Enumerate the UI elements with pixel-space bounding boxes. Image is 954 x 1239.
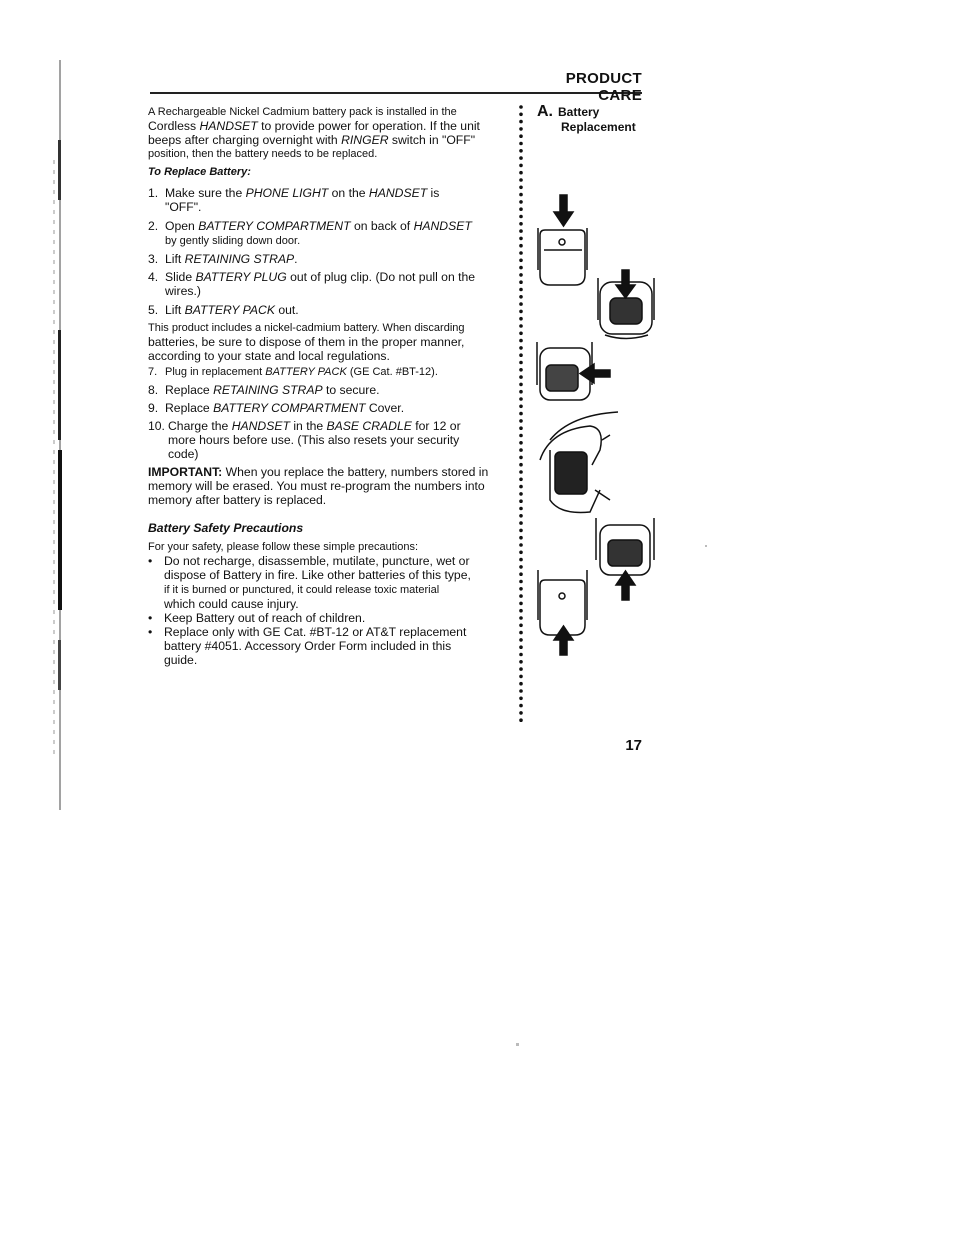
divider-dot [519,492,523,496]
safety-bullet-3: • Replace only with GE Cat. #BT-12 or AT&T replacement battery #4051. Accessory Order Form included in this guide. [148,625,467,667]
step-8: 8. Replace RETAINING STRAP to secure. [148,383,380,397]
divider-dot [519,339,523,343]
divider-dot [519,273,523,277]
divider-dot [519,368,523,372]
divider-dot [519,229,523,233]
intro-paragraph [148,105,503,119]
divider-dot [519,485,523,489]
divider-dot [519,215,523,219]
intro-line-2: Cordless HANDSET to provide power for operation. If the unit [148,119,480,133]
dotted-divider [518,104,524,724]
divider-dot [519,507,523,511]
safety-bullet-2: • Keep Battery out of reach of children. [148,611,366,625]
divider-dot [519,251,523,255]
divider-dot [519,543,523,547]
divider-dot [519,375,523,379]
divider-dot [519,653,523,657]
step-5: 5. Lift BATTERY PACK out. [148,303,299,317]
divider-dot [519,353,523,357]
divider-dot [519,317,523,321]
divider-dot [519,193,523,197]
divider-dot [519,419,523,423]
divider-dot [519,689,523,693]
battery-replacement-illustrations [530,190,660,660]
divider-dot [519,178,523,182]
divider-dot [519,580,523,584]
page-number: 17 [625,737,642,754]
divider-dot [519,594,523,598]
divider-dot [519,602,523,606]
divider-dot [519,302,523,306]
step-9: 9. Replace BATTERY COMPARTMENT Cover. [148,401,405,415]
divider-dot [519,565,523,569]
divider-dot [519,171,523,175]
divider-dot [519,711,523,715]
divider-dot [519,142,523,146]
divider-dot [519,310,523,314]
divider-dot [519,156,523,160]
divider-dot [519,186,523,190]
divider-dot [519,426,523,430]
divider-dot [519,127,523,131]
divider-dot [519,521,523,525]
divider-dot [519,222,523,226]
divider-dot [519,470,523,474]
divider-dot [519,120,523,124]
divider-dot [519,280,523,284]
divider-dot [519,551,523,555]
divider-dot [519,514,523,518]
safety-heading: Battery Safety Precautions [148,521,304,535]
hand-lifting-battery-illustration [540,412,618,513]
safety-intro: For your safety, please follow these simple precautions: [148,541,419,553]
handset-door-down-illustration [538,195,587,285]
scan-edge-artifact [48,60,66,810]
divider-dot [519,463,523,467]
divider-dot [519,434,523,438]
safety-bullet-1: • Do not recharge, disassemble, mutilate, puncture, wet or dispose of Battery in fire. Like other batteries of this type, if it is burned or punctured, it could release toxic material which could cause injury. [148,554,471,611]
step-2: 2. Open BATTERY COMPARTMENT on back of HANDSET by gently sliding down door. [148,219,472,247]
divider-dot [519,295,523,299]
side-title-line2: Replacement [561,120,636,134]
intro-line: A Rechargeable Nickel Cadmium battery pack is installed in the [148,106,457,118]
divider-dot [519,660,523,664]
handset-strap-lift-illustration [598,270,654,339]
divider-dot [519,616,523,620]
important-note: IMPORTANT: When you replace the battery, numbers stored in memory will be erased. You must re-program the numbers into memory after battery is replaced. [148,465,489,507]
divider-dot [519,682,523,686]
divider-dot [519,704,523,708]
side-section-label [537,104,636,135]
divider-dot [519,361,523,365]
divider-dot [519,667,523,671]
divider-dot [519,624,523,628]
divider-dot [519,609,523,613]
intro-line-3: beeps after charging overnight with RINGER switch in "OFF" [148,133,476,147]
divider-dot [519,383,523,387]
divider-dot [519,149,523,153]
handset-insert-battery-illustration [596,518,654,600]
disposal-note-1: This product includes a nickel-cadmium battery. When discarding [148,322,465,334]
step-1: 1. Make sure the PHONE LIGHT on the HANDSET is "OFF". [148,186,440,214]
divider-dot [519,697,523,701]
divider-dot [519,397,523,401]
disposal-note-2: batteries, be sure to dispose of them in the proper manner, [148,335,465,349]
divider-dot [519,441,523,445]
divider-dot [519,631,523,635]
divider-dot [519,324,523,328]
scan-speck [705,545,707,547]
divider-dot [519,405,523,409]
step-7: 7. Plug in replacement BATTERY PACK (GE Cat. #BT-12). [148,366,438,378]
divider-dot [519,572,523,576]
divider-dot [519,478,523,482]
divider-dot [519,288,523,292]
divider-dot [519,675,523,679]
divider-dot [519,456,523,460]
divider-dot [519,645,523,649]
divider-dot [519,332,523,336]
divider-dot [519,529,523,533]
divider-dot [519,587,523,591]
replace-heading: To Replace Battery: [148,166,251,178]
divider-dot [519,390,523,394]
handset-door-close-illustration [538,570,587,655]
divider-dot [519,412,523,416]
divider-dot [519,207,523,211]
divider-dot [519,105,523,109]
divider-dot [519,266,523,270]
handset-plug-slide-illustration [537,342,610,400]
divider-dot [519,259,523,263]
divider-dot [519,164,523,168]
divider-dot [519,718,523,722]
section-letter: A. [537,103,553,120]
divider-dot [519,244,523,248]
divider-dot [519,558,523,562]
step-4: 4. Slide BATTERY PLUG out of plug clip. (Do not pull on the wires.) [148,270,476,298]
step-3: 3. Lift RETAINING STRAP. [148,252,298,266]
divider-dot [519,237,523,241]
divider-dot [519,536,523,540]
main-text-column [148,105,503,667]
divider-dot [519,499,523,503]
divider-dot [519,346,523,350]
section-title: PRODUCT CARE [565,70,642,104]
disposal-note-3: according to your state and local regulations. [148,349,390,363]
divider-dot [519,113,523,117]
scan-speck [516,1043,519,1046]
side-title-line1: Battery [558,105,600,119]
step-10: 10. Charge the HANDSET in the BASE CRADLE for 12 or more hours before use. (This also resets your security code) [148,419,461,461]
divider-dot [519,200,523,204]
intro-line-4: position, then the battery needs to be replaced. [148,148,378,160]
divider-dot [519,638,523,642]
divider-dot [519,134,523,138]
divider-dot [519,448,523,452]
